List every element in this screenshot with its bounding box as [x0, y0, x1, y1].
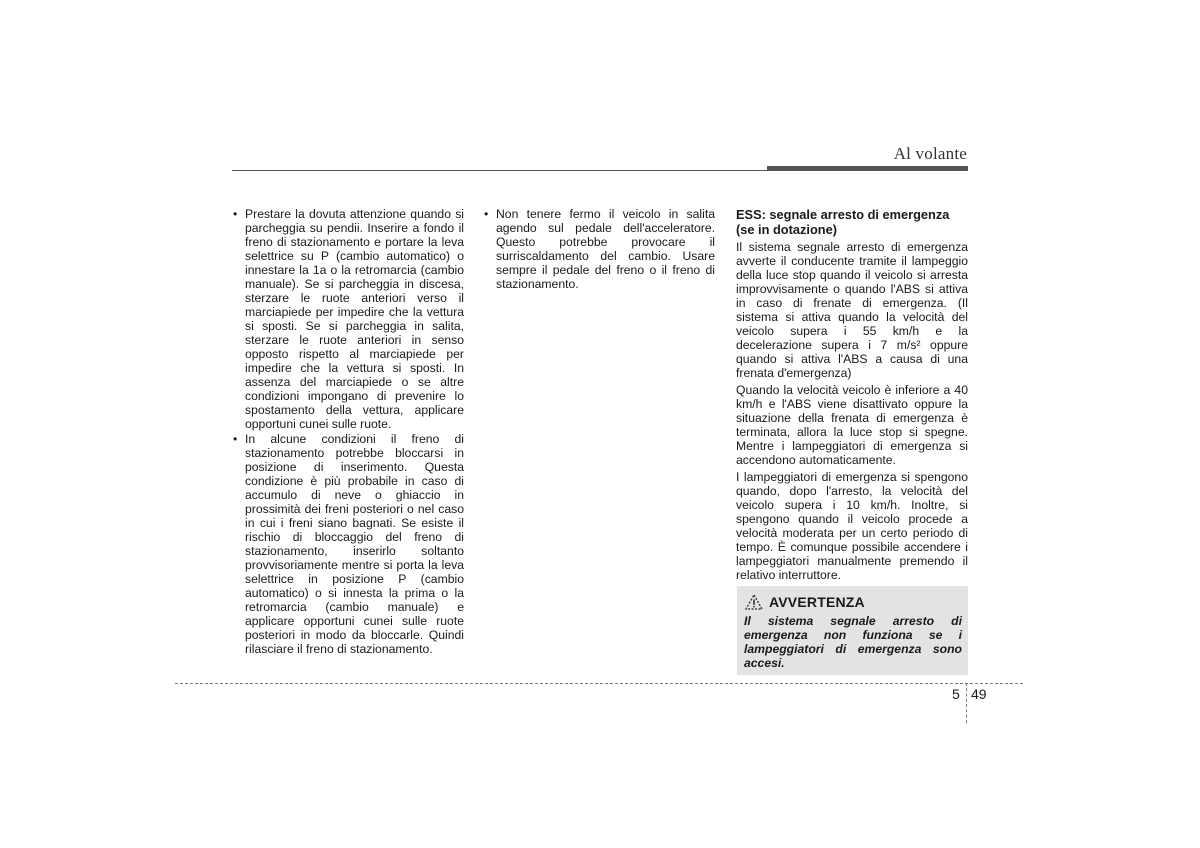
bullet-icon: • — [233, 207, 238, 221]
footer-divider — [175, 683, 1023, 684]
bullet-icon: • — [484, 207, 489, 221]
list-item-text: Prestare la dovuta attenzione quando si parcheggia su pendii. Inserire a fondo il freno di stazionamento e portare la leva selettrice su P (cambio automatico) o innestare la 1a o la retromarcia (cambio manuale). Se si parcheggia in discesa, sterzare le ruote anteriori verso il marciapiede per impedire che la vettura si sposti. Se si parcheggia in salita, sterzare le ruote anteriori in senso opposto rispetto al marciapiede per impedire che la vettura si sposti. In assenza del marciapiede o se altre condizioni impongano di prevenire lo spostamento della vettura, applicare opportuni cunei sulle ruote. — [245, 207, 464, 431]
header-rule — [232, 170, 767, 171]
header-rule-accent — [767, 166, 968, 171]
list-item — [232, 432, 464, 656]
bullet-icon: • — [233, 432, 238, 446]
column-left — [232, 207, 464, 657]
column-right — [736, 207, 968, 585]
paragraph: Quando la velocità veicolo è inferiore a 40 km/h e l'ABS viene disattivato oppure la situazione della frenata di emergenza è terminata, allora la luce stop si spegne. Mentre i lampeggiatori di emergenza si accendono automaticamente. — [736, 383, 968, 467]
warning-triangle-icon — [745, 594, 763, 610]
list-item — [483, 207, 715, 291]
list-item-text: Non tenere fermo il veicolo in salita agendo sul pedale dell'acceleratore. Questo potrebbe provocare il surriscaldamento del cambio. Usare sempre il pedale del freno o il freno di stazionamento. — [496, 207, 715, 291]
warning-text: Il sistema segnale arresto di emergenza non funziona se i lampeggiatori di emergenza sono accesi. — [744, 614, 962, 670]
bullet-list — [483, 207, 715, 291]
warning-box — [737, 586, 968, 675]
list-item — [232, 207, 464, 431]
section-title: ESS: segnale arresto di emergenza (se in dotazione) — [736, 207, 950, 237]
paragraph: I lampeggiatori di emergenza si spengono quando, dopo l'arresto, la velocità del veicolo supera i 10 km/h. Inoltre, si spengono quando il veicolo procede a velocità moderata per un certo periodo di tempo. È comunque possibile accendere i lampeggiatori manualmente premendo il relativo interruttore. — [736, 470, 968, 582]
paragraph: Il sistema segnale arresto di emergenza avverte il conducente tramite il lampeggio della luce stop quando il veicolo si arresta improvvisamente o quando l'ABS si attiva in caso di frenate di emergenza. (Il sistema si attiva quando la velocità del veicolo supera i 55 km/h e la decelerazione supera i 7 m/s² oppure quando si attiva l'ABS a causa di una frenata d'emergenza) — [736, 240, 968, 380]
bullet-list — [232, 207, 464, 656]
warning-header — [745, 594, 865, 610]
footer-page-divider — [966, 683, 967, 723]
chapter-number: 5 — [952, 686, 960, 702]
warning-title: AVVERTENZA — [769, 594, 865, 610]
page-number: 49 — [971, 686, 987, 702]
list-item-text: In alcune condizioni il freno di stazionamento potrebbe bloccarsi in posizione di inserimento. Questa condizione è più probabile in caso di accumulo di neve o ghiaccio in prossimità dei freni posteriori o nel caso in cui i freni siano bagnati. Se esiste il rischio di bloccaggio del freno di stazionamento, inserirlo soltanto provvisoriamente mentre si porta la leva selettrice in posizione P (cambio automatico) o si innesta la prima o la retromarcia (cambio manuale) e applicare opportuni cunei sulle ruote posteriori in modo da bloccarle. Quindi rilasciare il freno di stazionamento. — [245, 432, 464, 656]
section-header-title: Al volante — [893, 144, 967, 163]
column-middle — [483, 207, 715, 292]
